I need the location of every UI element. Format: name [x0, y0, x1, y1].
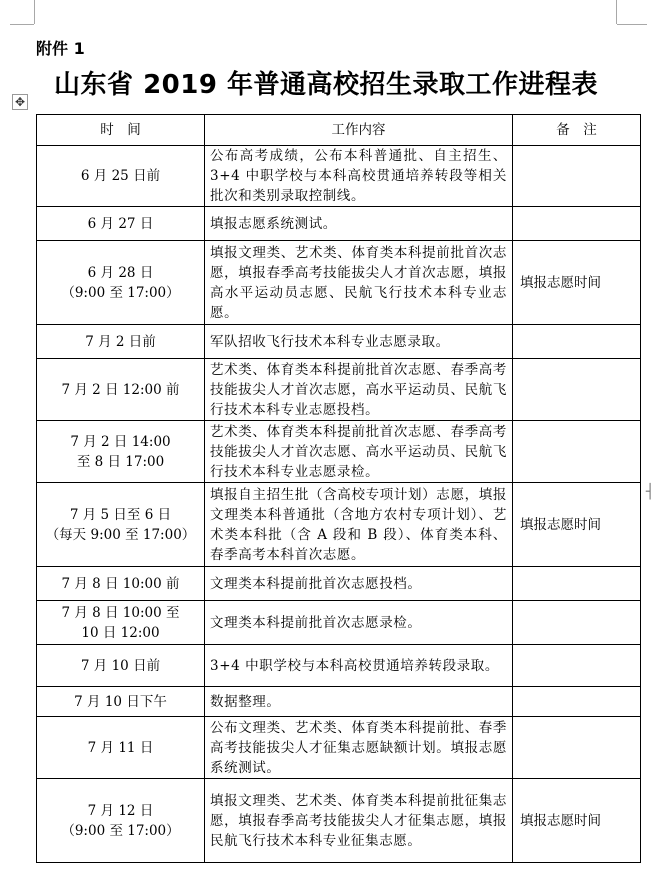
table-row: [37, 645, 641, 687]
cell-content: 3+4 中职学校与本科高校贯通培养转段录取。: [205, 645, 513, 687]
table-row: [37, 687, 641, 717]
cell-note: [513, 567, 641, 601]
cell-note: [513, 359, 641, 421]
cell-time: 7 月 2 日 14:00 至 8 日 17:00: [37, 421, 205, 483]
cell-time: 6 月 28 日 （9:00 至 17:00）: [37, 241, 205, 325]
cell-content: 公布高考成绩，公布本科普通批、自主招生、3+4 中职学校与本科高校贯通培养转段等相关批次和类别录取控制线。: [205, 146, 513, 207]
cell-note: 填报志愿时间: [513, 779, 641, 863]
cell-content: 填报自主招生批（含高校专项计划）志愿，填报文理类本科普通批（含地方农村专项计划）、艺术类本科批（含 A 段和 B 段）、体育类本科、春季高考本科首次志愿。: [205, 483, 513, 567]
table-resize-handle[interactable]: ┤: [646, 484, 654, 500]
cell-note: [513, 645, 641, 687]
crop-mark: [34, 0, 35, 24]
cell-content: 文理类本科提前批首次志愿录检。: [205, 601, 513, 645]
column-header-time: 时 间: [37, 115, 205, 146]
column-header-content: 工作内容: [205, 115, 513, 146]
cell-note: [513, 601, 641, 645]
table-row: [37, 779, 641, 863]
cell-time: 7 月 10 日下午: [37, 687, 205, 717]
cell-content: 艺术类、体育类本科提前批首次志愿、春季高考技能拔尖人才首次志愿，高水平运动员、民航飞行技术本科专业志愿投档。: [205, 359, 513, 421]
cell-time: 7 月 12 日 （9:00 至 17:00）: [37, 779, 205, 863]
table-row: [37, 359, 641, 421]
cell-time: 7 月 10 日前: [37, 645, 205, 687]
cell-time: 7 月 8 日 10:00 至 10 日 12:00: [37, 601, 205, 645]
cell-time: 7 月 8 日 10:00 前: [37, 567, 205, 601]
cell-content: 数据整理。: [205, 687, 513, 717]
cell-note: 填报志愿时间: [513, 483, 641, 567]
cell-note: [513, 146, 641, 207]
cell-time: 7 月 5 日至 6 日 （每天 9:00 至 17:00）: [37, 483, 205, 567]
schedule-table: [36, 114, 641, 863]
cell-note: [513, 207, 641, 241]
cell-time: 7 月 2 日前: [37, 325, 205, 359]
cell-content: 艺术类、体育类本科提前批首次志愿、春季高考技能拔尖人才首次志愿、高水平运动员、民航飞行技术本科专业志愿录检。: [205, 421, 513, 483]
cell-time: 7 月 2 日 12:00 前: [37, 359, 205, 421]
cell-note: [513, 421, 641, 483]
crop-mark: [10, 24, 34, 25]
table-row: [37, 421, 641, 483]
cell-content: 公布文理类、艺术类、体育类本科提前批、春季高考技能拔尖人才征集志愿缺额计划。填报志愿系统测试。: [205, 717, 513, 779]
table-row: [37, 567, 641, 601]
cell-content: 军队招收飞行技术本科专业志愿录取。: [205, 325, 513, 359]
table-row: [37, 601, 641, 645]
crop-mark: [617, 24, 647, 25]
cell-content: 文理类本科提前批首次志愿投档。: [205, 567, 513, 601]
cell-note: 填报志愿时间: [513, 241, 641, 325]
table-move-handle-icon[interactable]: ✥: [12, 94, 28, 110]
table-row: [37, 146, 641, 207]
cell-time: 7 月 11 日: [37, 717, 205, 779]
cell-time: 6 月 25 日前: [37, 146, 205, 207]
table-header-row: [37, 115, 641, 146]
table-row: [37, 717, 641, 779]
cell-content: 填报文理类、艺术类、体育类本科提前批征集志愿，填报春季高考技能拔尖人才征集志愿，填报民航飞行技术本科专业征集志愿。: [205, 779, 513, 863]
column-header-note: 备 注: [513, 115, 641, 146]
table-row: [37, 207, 641, 241]
crop-mark: [616, 0, 617, 24]
cell-note: [513, 325, 641, 359]
cell-content: 填报志愿系统测试。: [205, 207, 513, 241]
attachment-label: 附件 1: [36, 39, 85, 58]
page-title: 山东省 2019 年普通高校招生录取工作进程表: [54, 70, 598, 100]
cell-note: [513, 687, 641, 717]
cell-content: 填报文理类、艺术类、体育类本科提前批首次志愿，填报春季高考技能拔尖人才首次志愿，填报高水平运动员志愿、民航飞行技术本科专业志愿。: [205, 241, 513, 325]
cell-note: [513, 717, 641, 779]
table-row: [37, 483, 641, 567]
table-row: [37, 241, 641, 325]
cell-time: 6 月 27 日: [37, 207, 205, 241]
table-row: [37, 325, 641, 359]
